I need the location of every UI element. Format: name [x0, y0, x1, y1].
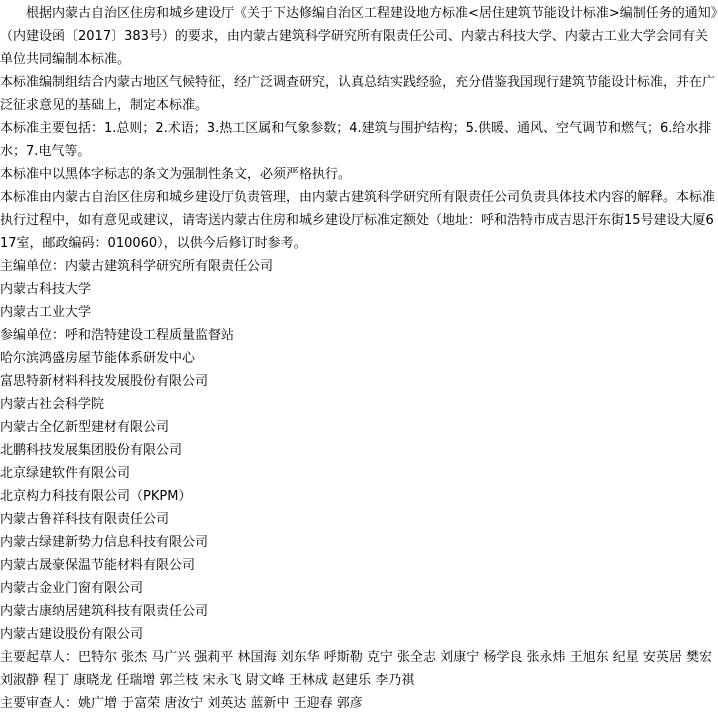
participant-item: 内蒙古金业门窗有限公司 — [0, 581, 144, 596]
co-editor-item: 内蒙古工业大学 — [0, 305, 92, 320]
drafters-paragraph: 主要起草人：巴特尔 张杰 马广兴 强莉平 林国海 刘东华 呼斯勒 克宁 张全志 刘康宁 杨学良 张永炜 王旭东 纪星 安英居 樊宏 刘淑静 程丁 康晓龙 任瑞增 郭兰枝 宋永飞 尉文峰 王林成 赵建乐 李乃祺 — [0, 650, 712, 688]
participant-line: 参编单位：呼和浩特建设工程质量监督站 — [0, 328, 235, 343]
paragraph-contents: 本标准主要包括：1.总则；2.术语；3.热工区属和气象参数；4.建筑与围护结构；5.供暖、通风、空气调节和燃气；6.给水排水；7.电气等。 — [0, 121, 712, 159]
co-editor-item: 内蒙古科技大学 — [0, 282, 92, 297]
participant-item: 富思特新材料科技发展股份有限公司 — [0, 374, 209, 389]
participant-item: 北鹏科技发展集团股份有限公司 — [0, 443, 183, 458]
participant-item: 内蒙古鲁祥科技有限责任公司 — [0, 512, 170, 527]
participant-item: 内蒙古全亿新型建材有限公司 — [0, 420, 170, 435]
reviewers-line: 主要审查人：姚广增 于富荣 唐汝宁 刘英达 蓝新中 王迎春 郭彦 — [0, 696, 363, 711]
chief-editor-line: 主编单位：内蒙古建筑科学研究所有限责任公司 — [0, 259, 274, 274]
participant-item: 内蒙古康纳居建筑科技有限责任公司 — [0, 604, 209, 619]
participant-item: 内蒙古晟豪保温节能材料有限公司 — [0, 558, 196, 573]
paragraph-basis: 本标准编制组结合内蒙古地区气候特征，经广泛调查研究，认真总结实践经验，充分借鉴我国现行建筑节能设计标准，并在广泛征求意见的基础上，制定本标准。 — [0, 75, 716, 113]
participant-item: 内蒙古绿建新势力信息科技有限公司 — [0, 535, 209, 550]
participant-item: 北京构力科技有限公司（PKPM） — [0, 489, 192, 504]
participant-item: 内蒙古社会科学院 — [0, 397, 105, 412]
paragraph-mandatory: 本标准中以黑体字标志的条文为强制性条文，必须严格执行。 — [0, 167, 352, 182]
participant-item: 北京绿建软件有限公司 — [0, 466, 131, 481]
participant-item: 内蒙古建设股份有限公司 — [0, 627, 144, 642]
participant-item: 哈尔滨鸿盛房屋节能体系研发中心 — [0, 351, 196, 366]
paragraph-intro: 根据内蒙古自治区住房和城乡建设厅《关于下达修编自治区工程建设地方标准<居住建筑节能设计标准>编制任务的通知》（内建设函〔2017〕383号）的要求，由内蒙古建筑科学研究所有限责任公司、内蒙古科技大学、内蒙古工业大学会同有关单位共同编制本标准。 — [0, 6, 718, 67]
paragraph-management: 本标准由内蒙古自治区住房和城乡建设厅负责管理，由内蒙古建筑科学研究所有限责任公司负责具体技术内容的解释。本标准执行过程中，如有意见或建议，请寄送内蒙古住房和城乡建设厅标准定额处（地址：呼和浩特市成吉思汗东街15号建设大厦617室，邮政编码：010060），以供今后修订时参考。 — [0, 190, 716, 251]
